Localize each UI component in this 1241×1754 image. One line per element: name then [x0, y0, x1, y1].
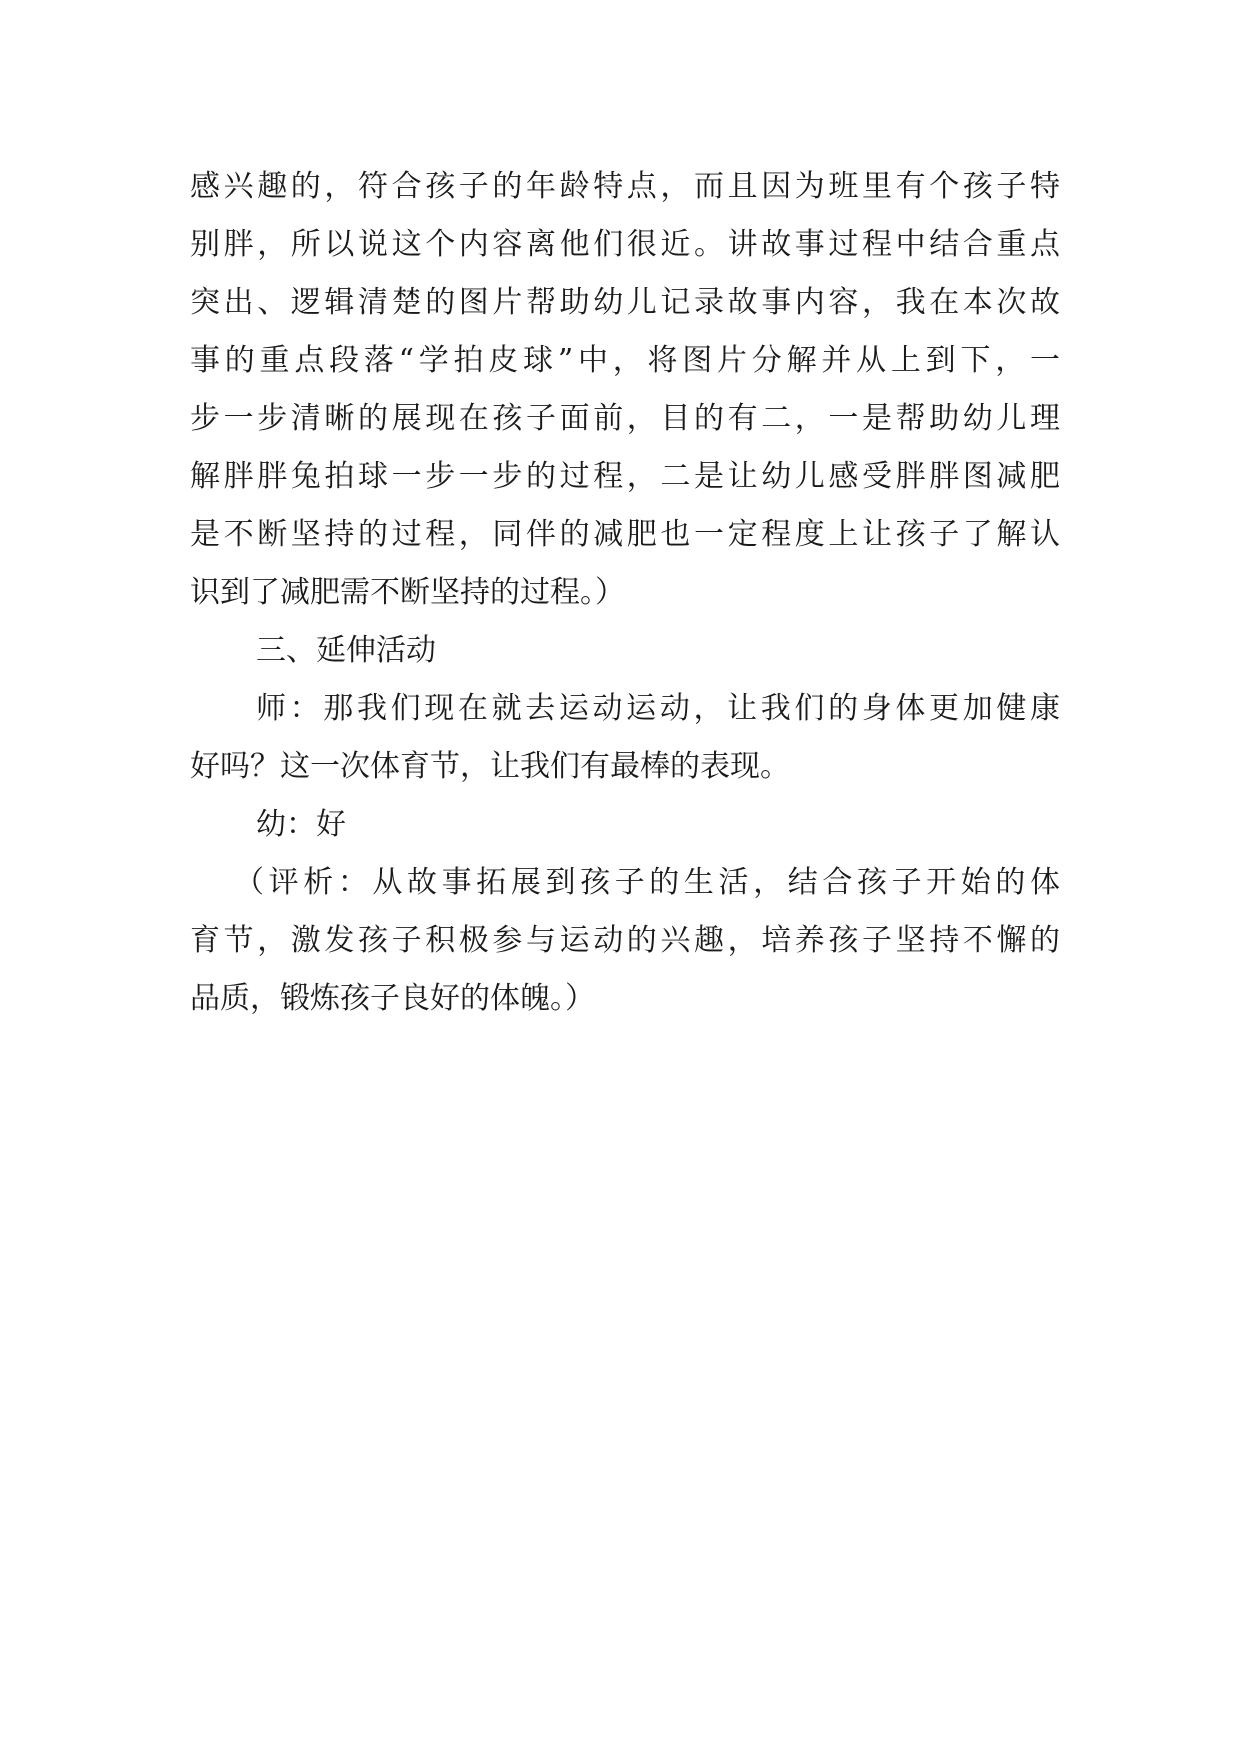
text-line: 品质，锻炼孩子良好的体魄。）	[190, 981, 595, 1016]
text-line: 感兴趣的，符合孩子的年龄特点，而且因为班里有个孩子特	[190, 169, 1060, 204]
text-line: 幼：好	[256, 807, 346, 842]
text-line: （评析：从故事拓展到孩子的生活，结合孩子开始的体	[234, 865, 1060, 900]
paragraph-analysis-continued	[190, 158, 1060, 622]
paragraph-child-line	[190, 796, 1060, 854]
text-line: 师：那我们现在就去运动运动，让我们的身体更加健康	[256, 691, 1060, 726]
document-body	[190, 158, 1060, 1028]
text-line: 是不断坚持的过程，同伴的减肥也一定程度上让孩子了解认	[190, 517, 1060, 552]
paragraph-final-analysis	[190, 854, 1060, 1028]
text-line: 解胖胖兔拍球一步一步的过程，二是让幼儿感受胖胖图减肥	[190, 459, 1060, 494]
section-heading-text: 三、延伸活动	[256, 633, 436, 668]
text-line: 好吗？这一次体育节，让我们有最棒的表现。	[190, 749, 790, 784]
text-line: 别胖，所以说这个内容离他们很近。讲故事过程中结合重点	[190, 227, 1060, 262]
text-line: 事的重点段落“学拍皮球”中，将图片分解并从上到下，一	[190, 343, 1060, 378]
section-heading	[190, 622, 1060, 680]
text-line: 育节，激发孩子积极参与运动的兴趣，培养孩子坚持不懈的	[190, 923, 1060, 958]
paragraph-teacher-line	[190, 680, 1060, 796]
text-line: 突出、逻辑清楚的图片帮助幼儿记录故事内容，我在本次故	[190, 285, 1060, 320]
text-line: 步一步清晰的展现在孩子面前，目的有二，一是帮助幼儿理	[190, 401, 1060, 436]
text-line: 识到了减肥需不断坚持的过程。）	[190, 575, 625, 610]
